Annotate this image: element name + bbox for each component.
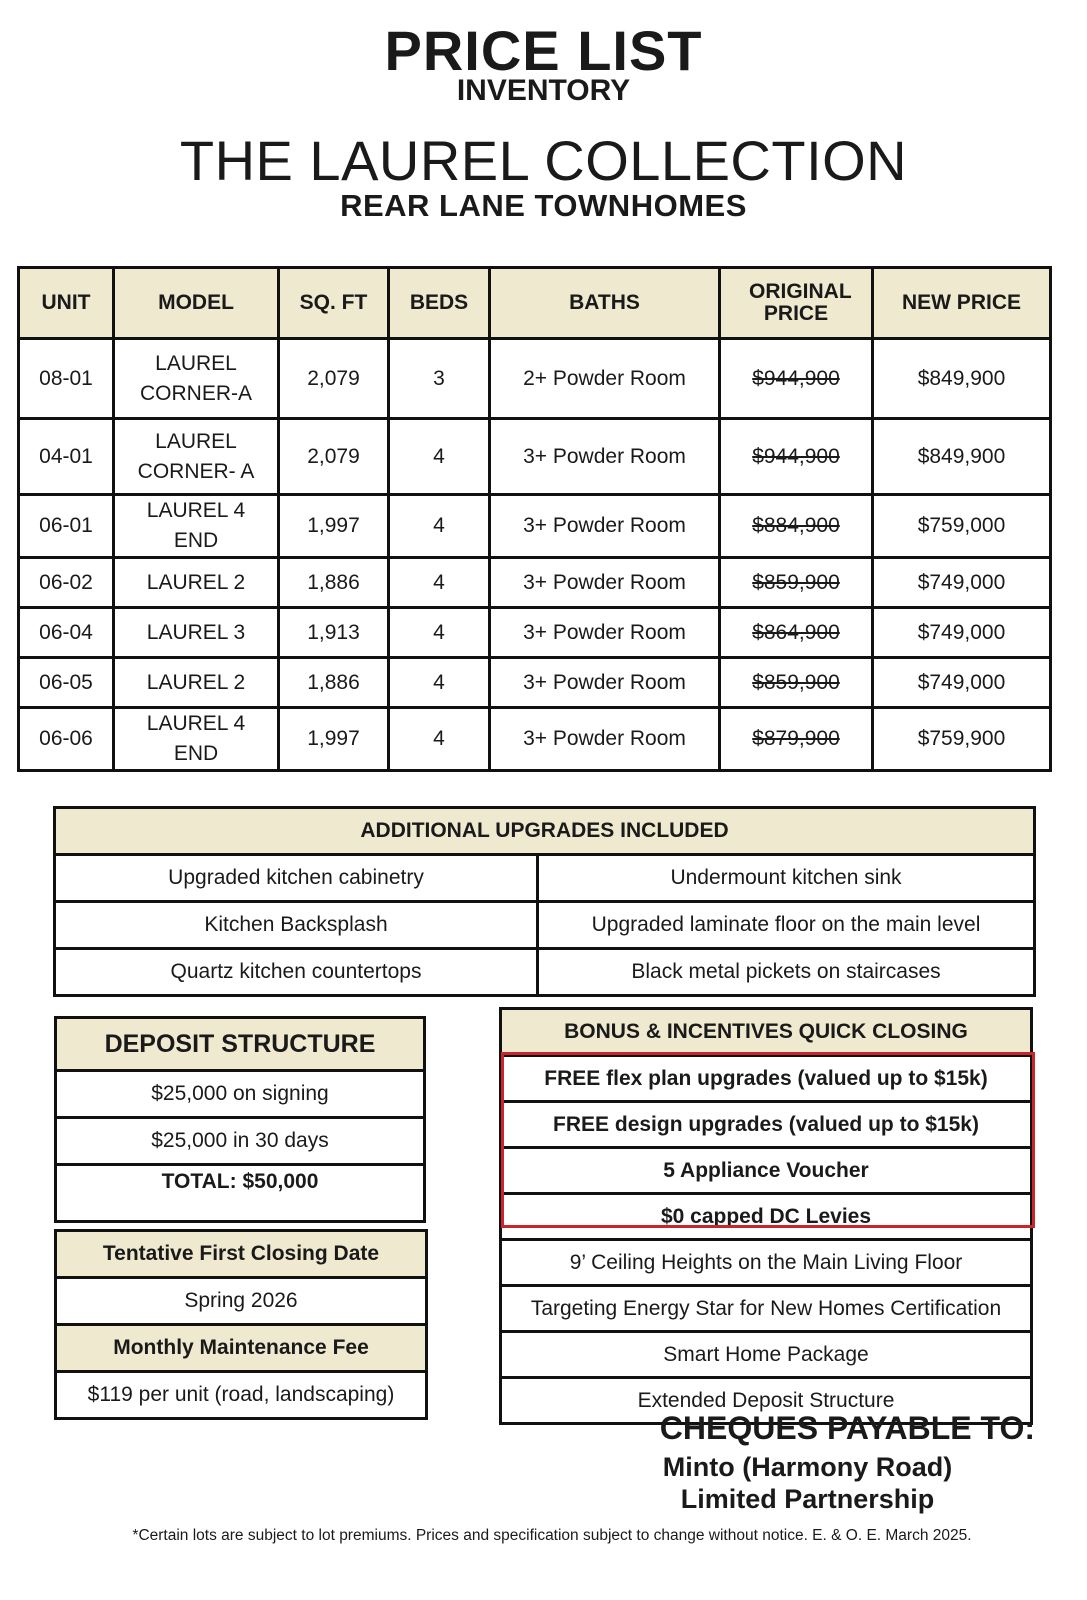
column-header-baths: BATHS: [490, 268, 720, 339]
model-cell: [114, 495, 279, 558]
footnote: *Certain lots are subject to lot premiums. Prices and specification subject to change without notice. E. & O. E. March 2025.: [132, 1527, 972, 1544]
bonus-item: Extended Deposit Structure: [501, 1378, 1032, 1424]
sqft-cell: [279, 608, 389, 658]
sqft-cell: [279, 495, 389, 558]
model-cell: [114, 558, 279, 608]
baths-cell: [490, 495, 720, 558]
column-header-original-price: ORIGINAL PRICE: [720, 268, 873, 339]
beds-cell: [389, 419, 490, 495]
baths-cell: [490, 558, 720, 608]
model-cell: [114, 339, 279, 419]
bonus-item: Targeting Energy Star for New Homes Certification: [501, 1286, 1032, 1332]
baths-cell-text: 3+ Powder Room: [523, 514, 686, 537]
bonus-title: BONUS & INCENTIVES QUICK CLOSING: [501, 1009, 1032, 1056]
new-price-cell: [873, 419, 1051, 495]
unit-cell: [19, 419, 114, 495]
cheques-payable-title: CHEQUES PAYABLE TO:: [659, 1410, 1035, 1446]
original-price-cell-text: $879,900: [752, 727, 840, 750]
new-price-cell-text: $759,000: [917, 514, 1006, 537]
baths-cell-text: 3+ Powder Room: [523, 670, 686, 694]
sqft-cell-text: 1,997: [307, 514, 360, 537]
unit-cell: [19, 658, 114, 708]
deposit-item: $25,000 in 30 days: [56, 1118, 425, 1165]
beds-cell: [389, 708, 490, 771]
beds-cell: [389, 339, 490, 419]
upgrade-item: Undermount kitchen sink: [538, 855, 1035, 902]
collection-title: THE LAUREL COLLECTION: [179, 129, 908, 192]
model-cell-text: LAUREL CORNER-A: [139, 351, 252, 405]
sqft-cell-text: 1,997: [307, 727, 360, 750]
deposit-total: TOTAL: $50,000: [56, 1165, 425, 1222]
unit-cell-text: 04-01: [39, 444, 93, 468]
baths-cell: [490, 419, 720, 495]
baths-cell-text: 3+ Powder Room: [523, 620, 686, 644]
sqft-cell: [279, 708, 389, 771]
original-price-cell: [720, 495, 873, 558]
baths-cell-text: 3+ Powder Room: [523, 444, 686, 468]
original-price-cell: [720, 658, 873, 708]
table-row: [19, 708, 1051, 771]
new-price-cell-text: $849,900: [917, 366, 1006, 390]
model-cell: [114, 708, 279, 771]
closing-date-value: Spring 2026: [56, 1278, 427, 1325]
beds-cell: [389, 658, 490, 708]
model-cell: [114, 608, 279, 658]
table-row: [19, 339, 1051, 419]
model-cell-text: LAUREL CORNER- A: [137, 429, 255, 483]
new-price-cell-text: $759,900: [917, 727, 1006, 750]
table-row: [19, 608, 1051, 658]
unit-cell: [19, 708, 114, 771]
unit-cell-text: 06-05: [39, 670, 93, 694]
model-cell-text: LAUREL 3: [146, 620, 246, 644]
table-row: [55, 855, 1035, 902]
beds-cell-text: 4: [433, 570, 445, 594]
beds-cell-text: 4: [433, 727, 445, 750]
table-row: [19, 419, 1051, 495]
beds-cell-text: 4: [433, 670, 445, 694]
column-header-model: MODEL: [114, 268, 279, 339]
model-cell: [114, 658, 279, 708]
deposit-item: $25,000 on signing: [56, 1071, 425, 1118]
sqft-cell-text: 1,886: [307, 570, 360, 594]
closing-info-table: [54, 1229, 428, 1420]
unit-cell: [19, 558, 114, 608]
table-row: [19, 495, 1051, 558]
maintenance-fee-label: Monthly Maintenance Fee: [56, 1325, 427, 1372]
original-price-cell: [720, 558, 873, 608]
table-row: [19, 658, 1051, 708]
column-header-sqft: SQ. FT: [279, 268, 389, 339]
table-row: [55, 949, 1035, 996]
page-subtitle: INVENTORY: [456, 74, 631, 107]
table-row: [55, 902, 1035, 949]
model-cell-text: LAUREL 4 END: [146, 712, 246, 765]
price-table-header: [19, 268, 1051, 339]
unit-cell-text: 06-04: [39, 620, 93, 644]
unit-cell: [19, 339, 114, 419]
original-price-cell-text: $944,900: [752, 444, 840, 468]
original-price-cell-text: $884,900: [752, 514, 840, 537]
payee-name-line2: Limited Partnership: [680, 1484, 935, 1514]
sqft-cell: [279, 419, 389, 495]
original-price-cell: [720, 708, 873, 771]
beds-cell-text: 4: [433, 514, 445, 537]
baths-cell-text: 3+ Powder Room: [523, 727, 686, 750]
column-header-new-price: NEW PRICE: [873, 268, 1051, 339]
new-price-cell-text: $849,900: [917, 444, 1006, 468]
baths-cell-text: 3+ Powder Room: [523, 570, 686, 594]
upgrade-item: Upgraded laminate floor on the main level: [538, 902, 1035, 949]
original-price-cell: [720, 339, 873, 419]
bonus-item: 9’ Ceiling Heights on the Main Living Floor: [501, 1240, 1032, 1286]
model-cell-text: LAUREL 2: [146, 570, 246, 594]
unit-cell-text: 06-06: [39, 727, 93, 750]
original-price-cell-text: $864,900: [752, 620, 840, 644]
unit-cell: [19, 495, 114, 558]
baths-cell: [490, 708, 720, 771]
original-price-cell-text: $859,900: [752, 570, 840, 594]
model-cell: [114, 419, 279, 495]
beds-cell: [389, 558, 490, 608]
maintenance-fee-value: $119 per unit (road, landscaping): [56, 1372, 427, 1419]
collection-subtitle: REAR LANE TOWNHOMES: [340, 188, 747, 223]
beds-cell: [389, 608, 490, 658]
baths-cell: [490, 658, 720, 708]
table-row: [19, 558, 1051, 608]
bonus-item: Smart Home Package: [501, 1332, 1032, 1378]
unit-cell-text: 06-02: [39, 570, 93, 594]
deposit-structure-table: [54, 1016, 426, 1223]
original-price-cell-text: $944,900: [752, 366, 840, 390]
original-price-cell-text: $859,900: [752, 670, 840, 694]
price-table: [17, 266, 1052, 772]
original-price-cell: [720, 608, 873, 658]
sqft-cell-text: 1,913: [307, 620, 360, 644]
beds-cell-text: 4: [433, 444, 445, 468]
baths-cell-text: 2+ Powder Room: [523, 366, 686, 390]
upgrade-item: Quartz kitchen countertops: [55, 949, 538, 996]
sqft-cell: [279, 339, 389, 419]
original-price-cell: [720, 419, 873, 495]
beds-cell: [389, 495, 490, 558]
sqft-cell-text: 1,886: [307, 670, 360, 694]
model-cell-text: LAUREL 4 END: [146, 499, 246, 552]
new-price-cell: [873, 339, 1051, 419]
baths-cell: [490, 339, 720, 419]
beds-cell-text: 3: [433, 366, 445, 390]
new-price-cell-text: $749,000: [917, 570, 1006, 594]
new-price-cell: [873, 495, 1051, 558]
sqft-cell-text: 2,079: [307, 366, 360, 390]
beds-cell-text: 4: [433, 620, 445, 644]
bonus-highlight-item: FREE flex plan upgrades (valued up to $15k): [501, 1056, 1032, 1102]
column-header-beds: BEDS: [389, 268, 490, 339]
bonus-highlight-item: $0 capped DC Levies: [501, 1194, 1032, 1240]
payee-name-line1: Minto (Harmony Road): [662, 1452, 953, 1482]
upgrades-table: [53, 806, 1036, 997]
deposit-title: DEPOSIT STRUCTURE: [56, 1018, 425, 1071]
unit-cell: [19, 608, 114, 658]
upgrades-title: ADDITIONAL UPGRADES INCLUDED: [55, 808, 1035, 855]
upgrade-item: Upgraded kitchen cabinetry: [55, 855, 538, 902]
page-title: PRICE LIST: [384, 19, 703, 82]
sqft-cell: [279, 658, 389, 708]
unit-cell-text: 06-01: [39, 514, 93, 537]
new-price-cell: [873, 558, 1051, 608]
column-header-unit: UNIT: [19, 268, 114, 339]
model-cell-text: LAUREL 2: [146, 670, 246, 694]
baths-cell: [490, 608, 720, 658]
new-price-cell: [873, 708, 1051, 771]
unit-cell-text: 08-01: [39, 366, 93, 390]
new-price-cell-text: $749,000: [917, 620, 1006, 644]
bonus-highlight-item: FREE design upgrades (valued up to $15k): [501, 1102, 1032, 1148]
bonus-incentives-table: [499, 1007, 1033, 1425]
closing-date-label: Tentative First Closing Date: [56, 1231, 427, 1278]
sqft-cell-text: 2,079: [307, 444, 360, 468]
bonus-highlight-item: 5 Appliance Voucher: [501, 1148, 1032, 1194]
new-price-cell: [873, 608, 1051, 658]
new-price-cell-text: $749,000: [917, 670, 1006, 694]
upgrade-item: Kitchen Backsplash: [55, 902, 538, 949]
sqft-cell: [279, 558, 389, 608]
upgrade-item: Black metal pickets on staircases: [538, 949, 1035, 996]
new-price-cell: [873, 658, 1051, 708]
